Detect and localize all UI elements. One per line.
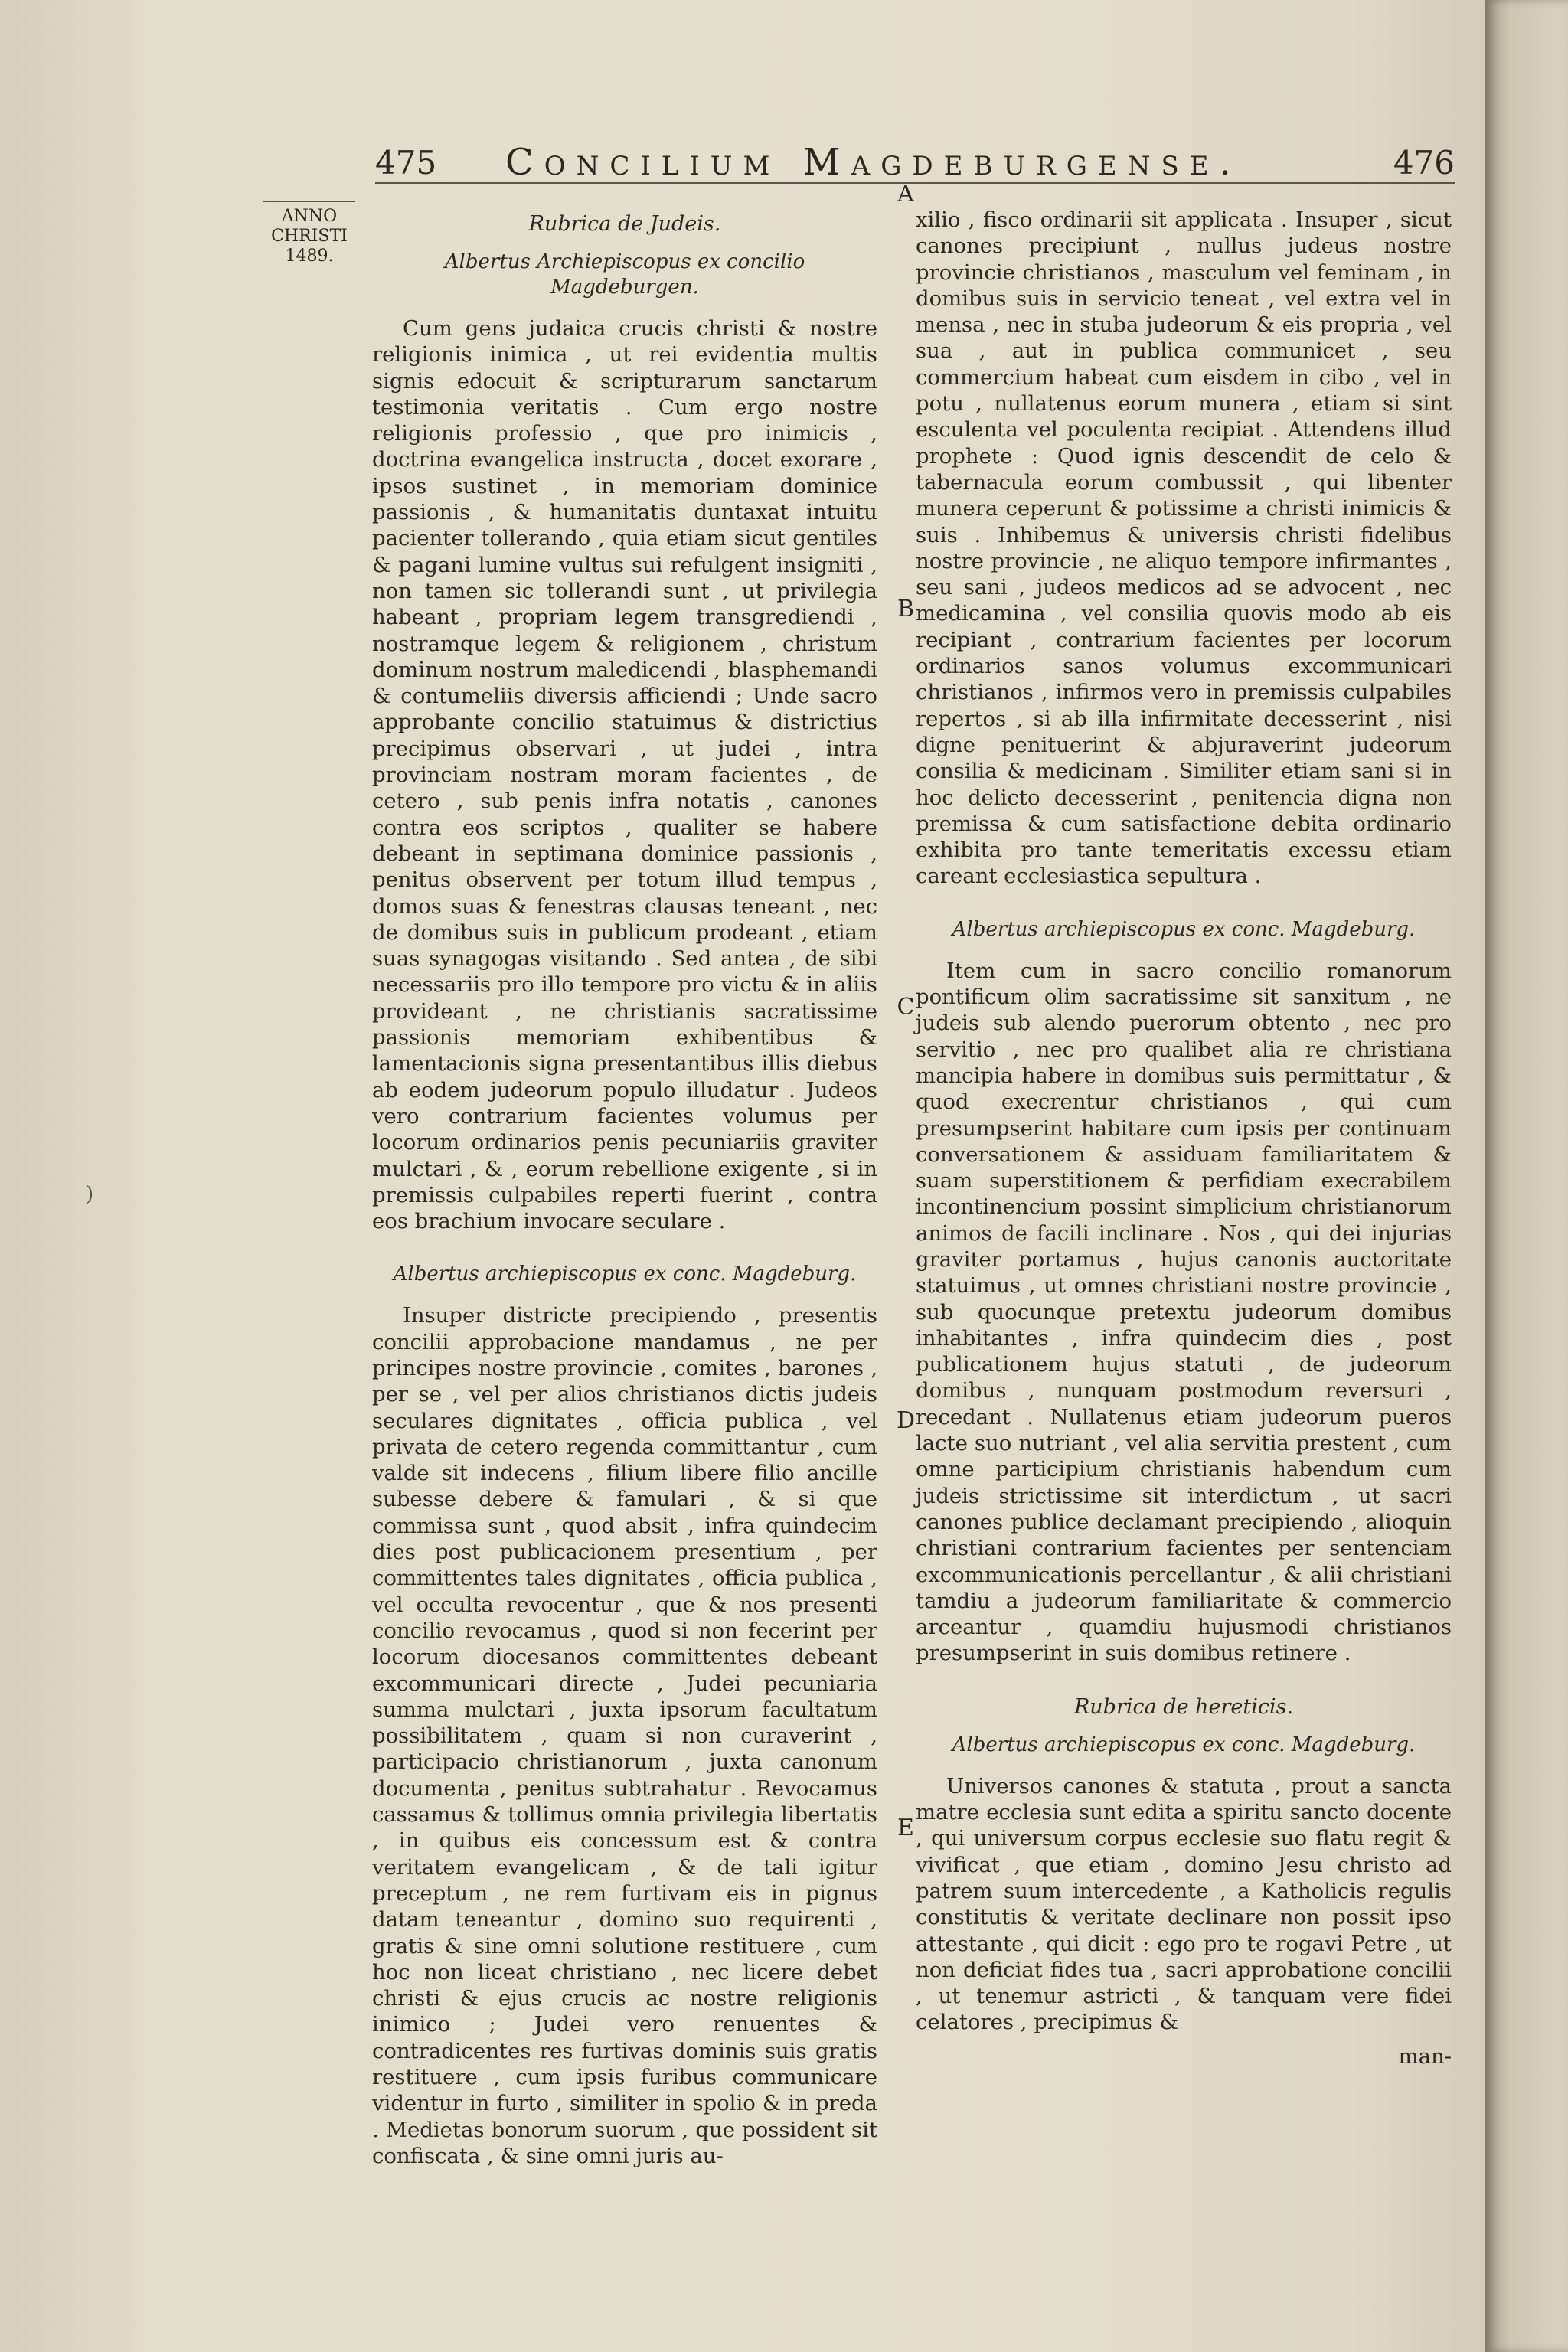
catchword: man- [1398, 2043, 1452, 2069]
rubric-de-judeis: Rubrica de Judeis. [528, 212, 721, 236]
margin-letter-e: E [897, 1815, 914, 1841]
running-title: Concilium Magdeburgense. [505, 141, 1242, 184]
paragraph: Item cum in sacro concilio romanorum pontificum olim sacratissime sit sanxitum , ne judeis sub alendo puerorum obtento , nec pro servitio , nec pro qualibet alia re christiana mancipia habere in domibus suis permittatur , & quod execrentur christianos , qui cum presumpserint habitare cum ipsis per continuam conversationem & assiduam familiaritatem & suam superstitionem & perfidiam execrabilem incontinencium possint simplicium christianorum animos de facili inclinare . Nos , qui dei injurias graviter portamus , hujus canonis auctoritate statuimus , ut omnes christiani nostre provincie , sub quocunque pretextu judeorum domibus inhabitantes , infra quindecim dies , post publicationem hujus statuti , de judeorum domibus , nunquam postmodum reversuri , recedant . Nullatenus etiam judeorum pueros lacte suo nutriant , vel alia servitia prestent , cum omne participium christianis habendum cum judeis strictissime sit interdictum , ut sacri canones publice declamant precipiendo , alioquin christiani contrarium facientes per sentenciam excommunicationis percellantur , & alii christiani tamdiu a judeorum familiaritate & commercio arceantur , quamdiu hujusmodi christianos presumpserint in suis domibus retinere . [916, 958, 1452, 1666]
paragraph: xilio , fisco ordinarii sit applicata . Insuper , sicut canones precipiunt , nullus judeus nostre provincie christianos , masculum vel feminam , in domibus suis in servicio teneat , vel extra vel in mensa , nec in stuba judeorum & eis propria , vel sua , aut in publica communicet , seu commercium habeat cum eisdem in cibo , vel in potu , nullatenus eorum munera , etiam si sint esculenta vel poculenta recipiat . Attendens illud prophete : Quod ignis descendit de celo & tabernacula eorum combussit , qui libenter munera ceperunt & potissime a christi inimicis & suis . Inhibemus & universis christi fidelibus nostre provincie , ne aliquo tempore infirmantes , seu sani , judeos medicos ad se advocent , nec medicamina , vel consilia quovis modo ab eis recipiant , contrarium facientes per locorum ordinarios sanos volumus excommunicari christianos , infirmos vero in premissis culpabiles repertos , si ab illa infirmitate decesserint , nisi digne penituerint & abjuraverint judeorum consilia & medicinam . Similiter etiam sani si in hoc delicto decesserint , penitencia digna non premissa & cum satisfactione debita ordinario exhibita pro tante temeritatis excessu etiam careant ecclesiastica sepultura . [916, 207, 1452, 889]
paragraph: Cum gens judaica crucis christi & nostre religionis inimica , ut rei evidentia multis signis edocuit & scripturarum sanctarum testimonia veritatis . Cum ergo nostre religionis professio , que pro inimicis , doctrina evangelica instructa , docet exorare , ipsos sustinet , in memoriam dominice passionis , & humanitatis duntaxat intuitu pacienter tollerando , quia etiam sicut gentiles & pagani lumine vultus sui refulgent insigniti , non tamen sic tollerandi sunt , ut privilegia habeant , propriam legem transgrediendi , nostramque legem & religionem , christum dominum nostrum maledicendi , blasphemandi & contumeliis diversis afficiendi ; Unde sacro approbante concilio statuimus & districtius precipimus observari , ut judei , intra provinciam nostram moram facientes , de cetero , sub penis infra notatis , canones contra eos scriptos , qualiter se habere debeant in septimana dominice passionis , penitus observent per totum illud tempus , domos suas & fenestras clausas teneant , nec de domibus suis in publicum prodeant , etiam suas synagogas visitando . Sed antea , de sibi necessariis pro illo tempore pro victu & in aliis provideant , ne christianis sacratissime passionis memoriam exhibentibus & lamentacionis signa presentantibus illis diebus ab eodem judeorum populo illudatur . Judeos vero contrarium facientes volumus per locorum ordinarios penis pecuniariis graviter mulctari , & , eorum rebellione exigente , si in premissis culpabiles reperti fuerint , contra eos brachium invocare seculare . [372, 316, 877, 1234]
margin-letter-c: C [897, 994, 915, 1021]
year-marginal-note [263, 201, 355, 266]
right-column [916, 207, 1452, 2069]
section-heading: Albertus archiepiscopus ex conc. Magdeburg. [952, 1733, 1416, 1756]
next-page-edge [1485, 0, 1568, 2352]
year-number: 1489. [285, 247, 334, 266]
section-heading: Albertus archiepiscopus ex conc. Magdeburg. [393, 1263, 857, 1286]
paragraph: Universos canones & statuta , prout a sancta matre ecclesia sunt edita a spiritu sancto docente , qui universum corpus ecclesie suo flatu regit & vivificat , que etiam , domino Jesu christo ad patrem suum intercedente , a Katholicis regulis constitutis & veritate declinare non possit ipso attestante , qui dicit : ego pro te rogavi Petre , ut non deficiat fides tua , sacri approbatione concilii , ut tenemur astricti , & tanquam vere fidei celatores , precipimus & [916, 1773, 1452, 2035]
anno-word: ANNO [281, 207, 338, 226]
margin-letter-d: D [896, 1407, 916, 1434]
christi-word: CHRISTI [271, 227, 348, 246]
paragraph: Insuper districte precipiendo , presentis concilii approbacione mandamus , ne per principes nostre provincie , comites , barones , per se , vel per alios christianos dictis judeis seculares dignitates , officia publica , vel privata de cetero regenda committantur , cum valde sit indecens , filium libere filio ancille subesse debere & famulari , & si que commissa sunt , quod absit , infra quindecim dies post publicacionem presentium , per committentes tales dignitates , officia publica , vel occulta revocentur , que & nos presenti concilio revocamus , quod si non fecerint per locorum diocesanos committentes debeant excommunicari directe , Judei pecuniaria summa mulctari , juxta ipsorum facultatum possibilitatem , quam si non curaverint , participacio christianorum , juxta canonum documenta , penitus subtrahatur . Revocamus cassamus & tollimus omnia privilegia libertatis , in quibus eis concessum est & contra veritatem evangelicam , & de tali igitur preceptum , ne rem furtivam eis in pignus datam teneantur , domino suo requirenti , gratis & sine omni solutione restituere , cum hoc non liceat christiano , nec licere debet christi & ejus crucis ac nostre religionis inimico ; Judei vero renuentes & contradicentes res furtivas dominis suis gratis restituere , cum ipsis furibus communicare videntur in furto , similiter in spolio & in preda . Medietas bonorum suorum , que possident sit confiscata , & sine omni juris au- [372, 1303, 877, 2168]
section-heading: Albertus Archiepiscopus ex concilio Magdeburgen. [444, 250, 805, 299]
section-heading: Albertus archiepiscopus ex conc. Magdeburg. [952, 917, 1416, 941]
rubric-de-hereticis: Rubrica de hereticis. [1073, 1694, 1294, 1719]
margin-letter-a: A [897, 181, 914, 207]
left-column [372, 207, 877, 2197]
page-number-left: 475 [375, 144, 437, 181]
fold-mark: ) [86, 1183, 94, 1206]
page-number-right: 476 [1393, 144, 1455, 181]
margin-letter-b: B [897, 596, 915, 622]
